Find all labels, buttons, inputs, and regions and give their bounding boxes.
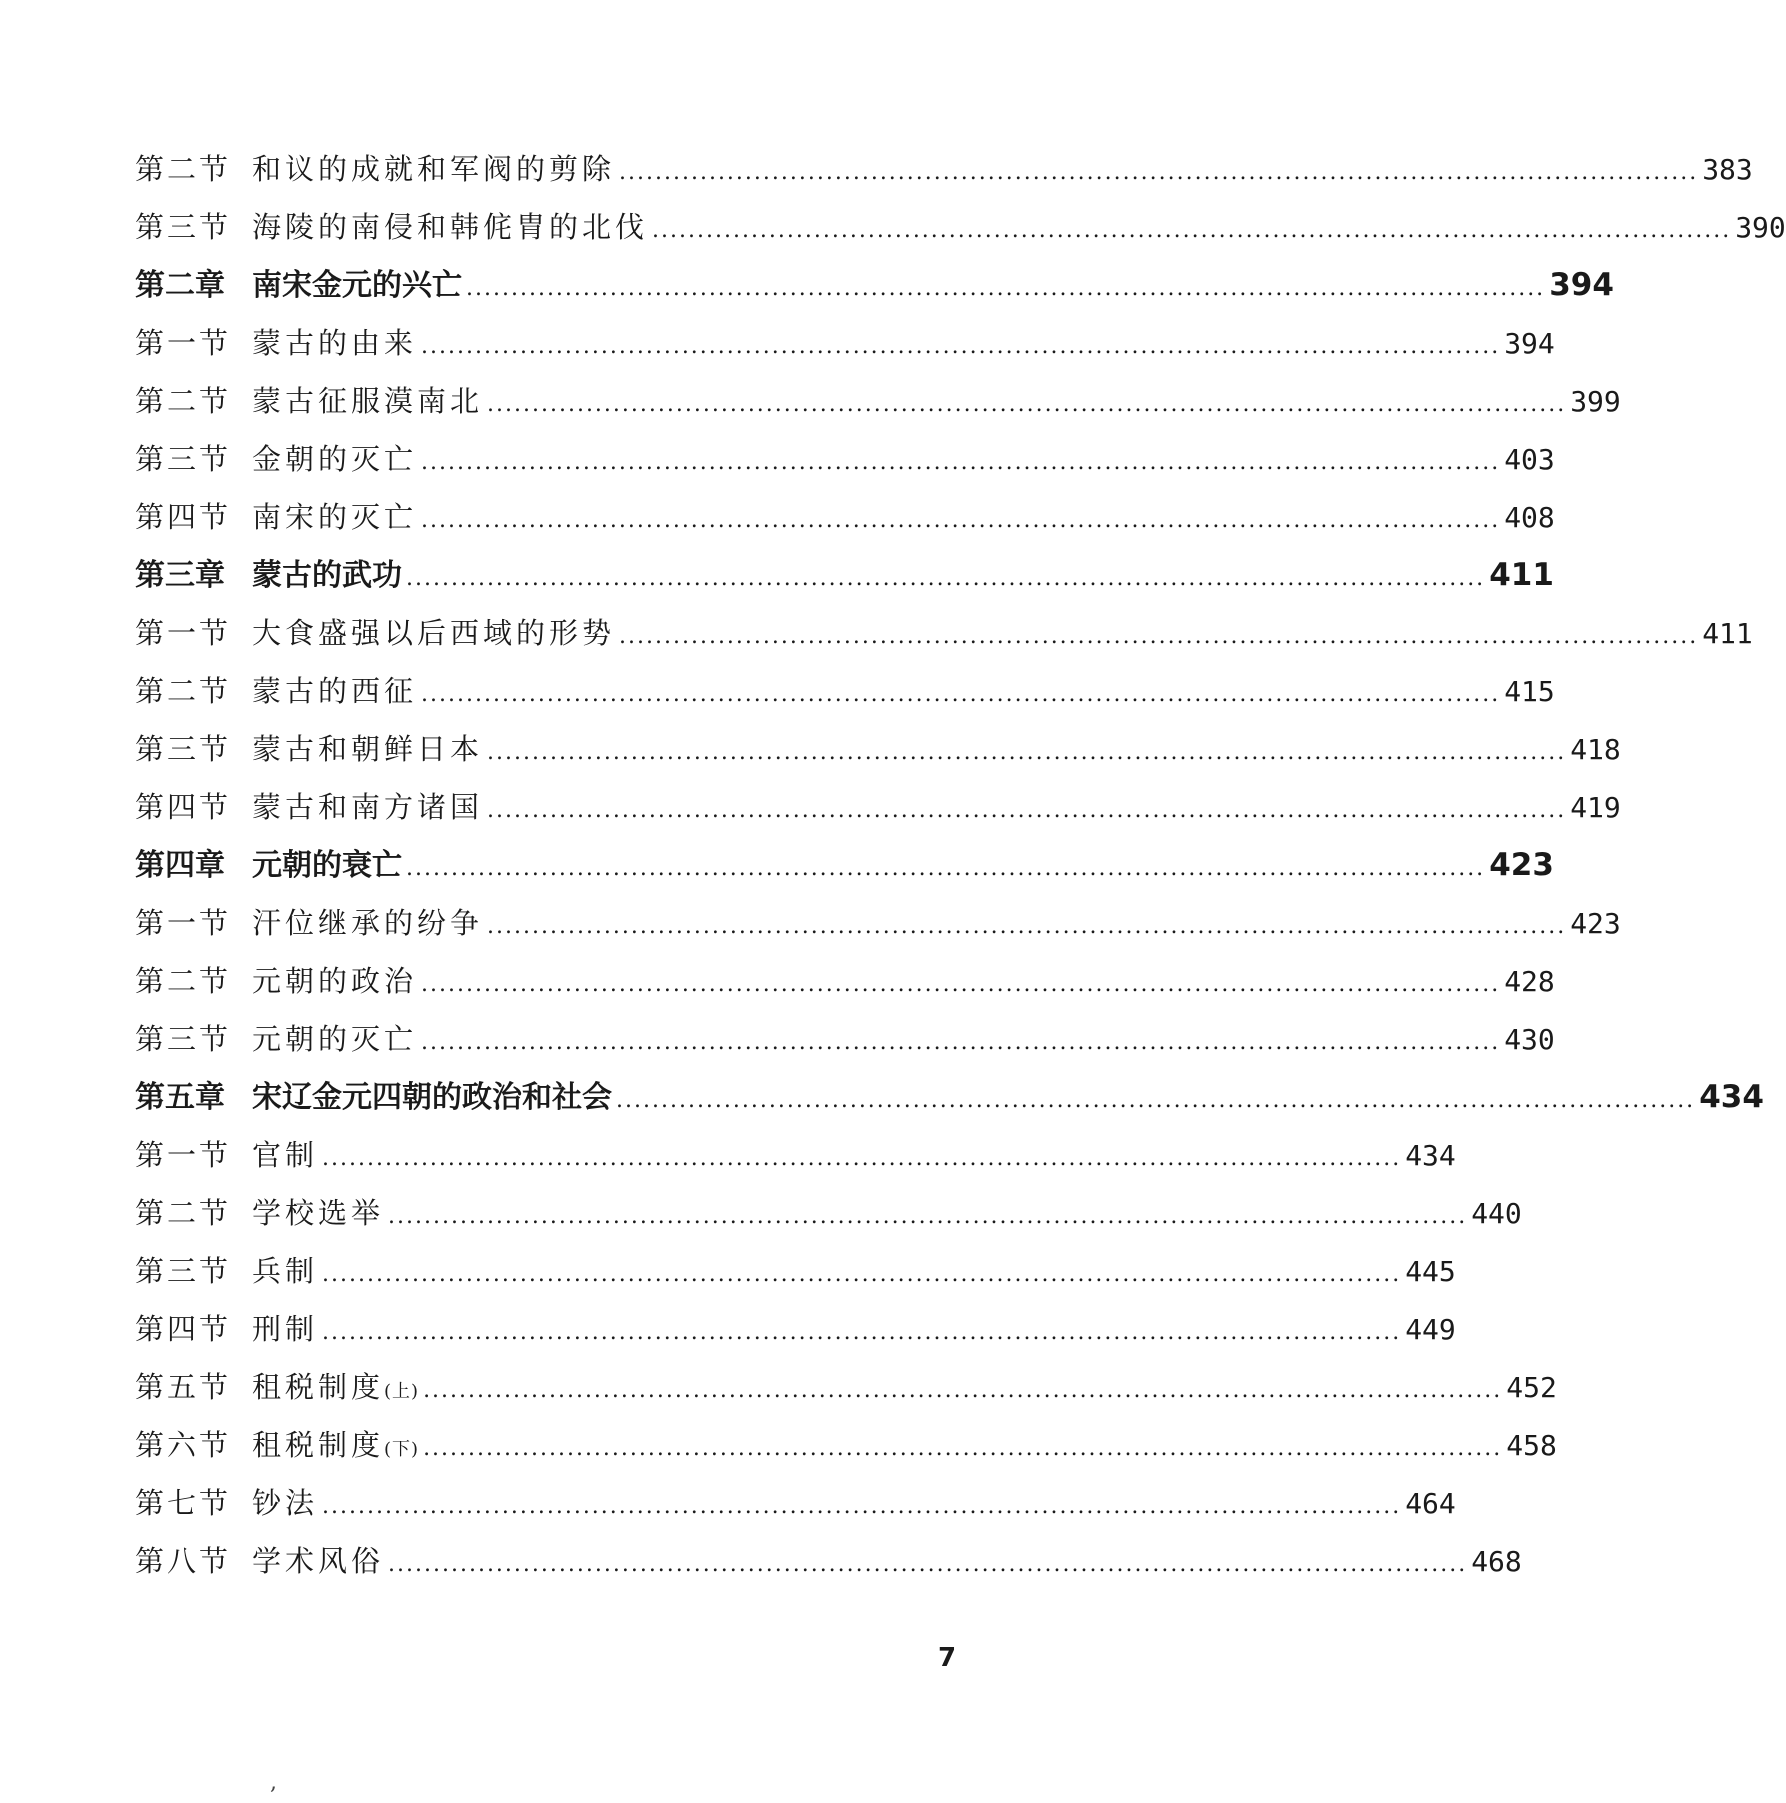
chapter-label: 第二章	[135, 268, 225, 303]
toc-section-row	[135, 488, 1555, 546]
page-ref: 411	[1702, 617, 1753, 650]
section-label: 第四节	[135, 790, 232, 824]
dot-leader: ........................................................................................................................	[388, 1204, 1468, 1229]
dot-leader: ........................................................................................................................	[423, 1436, 1503, 1461]
section-label: 第三节	[135, 1022, 232, 1056]
entry-title-text: 海陵的南侵和韩侂胄的北伐	[252, 210, 649, 244]
page-ref: 445	[1405, 1255, 1456, 1288]
entry-title-text: 南宋金元的兴亡	[252, 268, 462, 303]
page-ref: 411	[1489, 557, 1554, 593]
page-ref: 458	[1506, 1429, 1557, 1462]
chapter-title	[252, 547, 402, 605]
section-label: 第八节	[135, 1544, 232, 1578]
dot-leader: ........................................................................................................................	[406, 566, 1486, 591]
entry-title-text: 元朝的衰亡	[252, 848, 402, 883]
toc-chapter-row	[135, 256, 1614, 314]
page-number: 7	[938, 1643, 957, 1673]
section-label: 第二节	[135, 674, 232, 708]
entry-title-text: 蒙古的武功	[252, 558, 402, 593]
chapter-title	[252, 1069, 612, 1127]
page-ref: 468	[1471, 1545, 1522, 1578]
page-ref: 394	[1504, 327, 1555, 360]
section-title	[252, 198, 648, 256]
section-label: 第一节	[135, 326, 232, 360]
toc-section-row	[135, 894, 1621, 952]
toc-chapter-row	[135, 1068, 1764, 1126]
page-ref: 440	[1471, 1197, 1522, 1230]
dot-leader: ........................................................................................................................	[421, 1030, 1501, 1055]
section-title	[252, 894, 483, 952]
toc-section-row	[135, 1358, 1557, 1416]
section-title	[252, 372, 483, 430]
page-ref: 449	[1405, 1313, 1456, 1346]
entry-title-text: 刑制	[252, 1312, 319, 1346]
section-title	[252, 1416, 419, 1479]
entry-title-text: 汗位继承的纷争	[252, 906, 484, 940]
toc-section-row	[135, 662, 1555, 720]
section-title	[252, 778, 483, 836]
dot-leader: ........................................................................................................................	[388, 1552, 1468, 1577]
toc-section-row	[135, 430, 1555, 488]
section-label: 第一节	[135, 906, 232, 940]
section-label: 第四节	[135, 1312, 232, 1346]
chapter-label: 第三章	[135, 558, 225, 593]
dot-leader: ........................................................................................................................	[322, 1320, 1402, 1345]
page-ref: 452	[1506, 1371, 1557, 1404]
dot-leader: ........................................................................................................................	[619, 160, 1699, 185]
entry-title-text: 宋辽金元四朝的政治和社会	[252, 1080, 612, 1115]
section-title	[252, 1474, 318, 1532]
dot-leader: ........................................................................................................................	[487, 740, 1567, 765]
toc-section-row	[135, 198, 1786, 256]
dot-leader: ........................................................................................................................	[652, 218, 1732, 243]
toc-section-row	[135, 140, 1753, 198]
entry-title-text: 蒙古的由来	[252, 326, 418, 360]
toc-section-row	[135, 1300, 1456, 1358]
table-of-contents	[135, 140, 1786, 1590]
section-label: 第三节	[135, 210, 232, 244]
section-title	[252, 1010, 417, 1068]
page-ref: 428	[1504, 965, 1555, 998]
entry-title-text: 南宋的灭亡	[252, 500, 418, 534]
chapter-label: 第五章	[135, 1080, 225, 1115]
toc-chapter-row	[135, 546, 1554, 604]
chapter-label: 第四章	[135, 848, 225, 883]
dot-leader: ........................................................................................................................	[487, 914, 1567, 939]
section-title	[252, 488, 417, 546]
section-label: 第二节	[135, 964, 232, 998]
page-ref: 434	[1405, 1139, 1456, 1172]
page-ref: 403	[1504, 443, 1555, 476]
entry-title-text: 元朝的政治	[252, 964, 418, 998]
dot-leader: ........................................................................................................................	[466, 276, 1546, 301]
toc-section-row	[135, 778, 1621, 836]
dot-leader: ........................................................................................................................	[619, 624, 1699, 649]
entry-title-text: 钞法	[252, 1486, 319, 1520]
toc-section-row	[135, 1532, 1522, 1590]
dot-leader: ........................................................................................................................	[322, 1494, 1402, 1519]
toc-chapter-row	[135, 836, 1554, 894]
page-ref: 399	[1570, 385, 1621, 418]
section-title	[252, 1300, 318, 1358]
section-title	[252, 140, 615, 198]
entry-title-text: 元朝的灭亡	[252, 1022, 418, 1056]
dot-leader: ........................................................................................................................	[322, 1262, 1402, 1287]
chapter-title	[252, 837, 402, 895]
section-label: 第三节	[135, 1254, 232, 1288]
page-ref: 408	[1504, 501, 1555, 534]
section-title	[252, 662, 417, 720]
section-title	[252, 1532, 384, 1590]
page-ref: 390	[1735, 211, 1786, 244]
section-label: 第一节	[135, 1138, 232, 1172]
entry-title-text: 学校选举	[252, 1196, 385, 1230]
dot-leader: ........................................................................................................................	[406, 856, 1486, 881]
entry-title-text: 和议的成就和军阀的剪除	[252, 152, 616, 186]
toc-section-row	[135, 1416, 1557, 1474]
section-label: 第六节	[135, 1428, 232, 1462]
toc-section-row	[135, 1010, 1555, 1068]
section-title	[252, 604, 615, 662]
dot-leader: ........................................................................................................................	[487, 392, 1567, 417]
toc-section-row	[135, 952, 1555, 1010]
entry-title-text: 学术风俗	[252, 1544, 385, 1578]
section-label: 第一节	[135, 616, 232, 650]
section-label: 第五节	[135, 1370, 232, 1404]
dot-leader: ........................................................................................................................	[421, 450, 1501, 475]
entry-title-text: 金朝的灭亡	[252, 442, 418, 476]
toc-section-row	[135, 1242, 1456, 1300]
page-ref: 418	[1570, 733, 1621, 766]
dot-leader: ........................................................................................................................	[421, 972, 1501, 997]
section-label: 第二节	[135, 384, 232, 418]
dot-leader: ........................................................................................................................	[421, 682, 1501, 707]
section-title	[252, 1242, 318, 1300]
entry-note: (下)	[384, 1439, 420, 1460]
toc-section-row	[135, 720, 1621, 778]
section-title	[252, 952, 417, 1010]
dot-leader: ........................................................................................................................	[616, 1088, 1696, 1113]
section-label: 第七节	[135, 1486, 232, 1520]
dot-leader: ........................................................................................................................	[421, 508, 1501, 533]
dot-leader: ........................................................................................................................	[423, 1378, 1503, 1403]
entry-title-text: 兵制	[252, 1254, 319, 1288]
page-ref: 419	[1570, 791, 1621, 824]
dot-leader: ........................................................................................................................	[487, 798, 1567, 823]
section-label: 第三节	[135, 442, 232, 476]
entry-title-text: 蒙古征服漠南北	[252, 384, 484, 418]
page-ref: 464	[1405, 1487, 1456, 1520]
entry-title-text: 租税制度	[252, 1428, 385, 1462]
page-ref: 383	[1702, 153, 1753, 186]
toc-section-row	[135, 314, 1555, 372]
section-title	[252, 720, 483, 778]
section-title	[252, 430, 417, 488]
section-title	[252, 314, 417, 372]
page-ref: 434	[1699, 1079, 1764, 1115]
page-ref: 423	[1489, 847, 1554, 883]
dot-leader: ........................................................................................................................	[322, 1146, 1402, 1171]
section-label: 第四节	[135, 500, 232, 534]
section-title	[252, 1126, 318, 1184]
toc-section-row	[135, 1126, 1456, 1184]
entry-title-text: 官制	[252, 1138, 319, 1172]
section-title	[252, 1358, 419, 1421]
page-ref: 430	[1504, 1023, 1555, 1056]
dot-leader: ........................................................................................................................	[421, 334, 1501, 359]
section-title	[252, 1184, 384, 1242]
toc-section-row	[135, 1474, 1456, 1532]
page-ref: 423	[1570, 907, 1621, 940]
section-label: 第三节	[135, 732, 232, 766]
entry-title-text: 蒙古和朝鲜日本	[252, 732, 484, 766]
toc-section-row	[135, 604, 1753, 662]
section-label: 第二节	[135, 1196, 232, 1230]
section-label: 第二节	[135, 152, 232, 186]
entry-title-text: 蒙古的西征	[252, 674, 418, 708]
page-ref: 394	[1549, 267, 1614, 303]
chapter-title	[252, 257, 462, 315]
entry-title-text: 租税制度	[252, 1370, 385, 1404]
toc-section-row	[135, 372, 1621, 430]
page-ref: 415	[1504, 675, 1555, 708]
toc-section-row	[135, 1184, 1522, 1242]
entry-note: (上)	[384, 1381, 420, 1402]
entry-title-text: 大食盛强以后西域的形势	[252, 616, 616, 650]
entry-title-text: 蒙古和南方诸国	[252, 790, 484, 824]
stray-mark: ,	[270, 1770, 277, 1795]
